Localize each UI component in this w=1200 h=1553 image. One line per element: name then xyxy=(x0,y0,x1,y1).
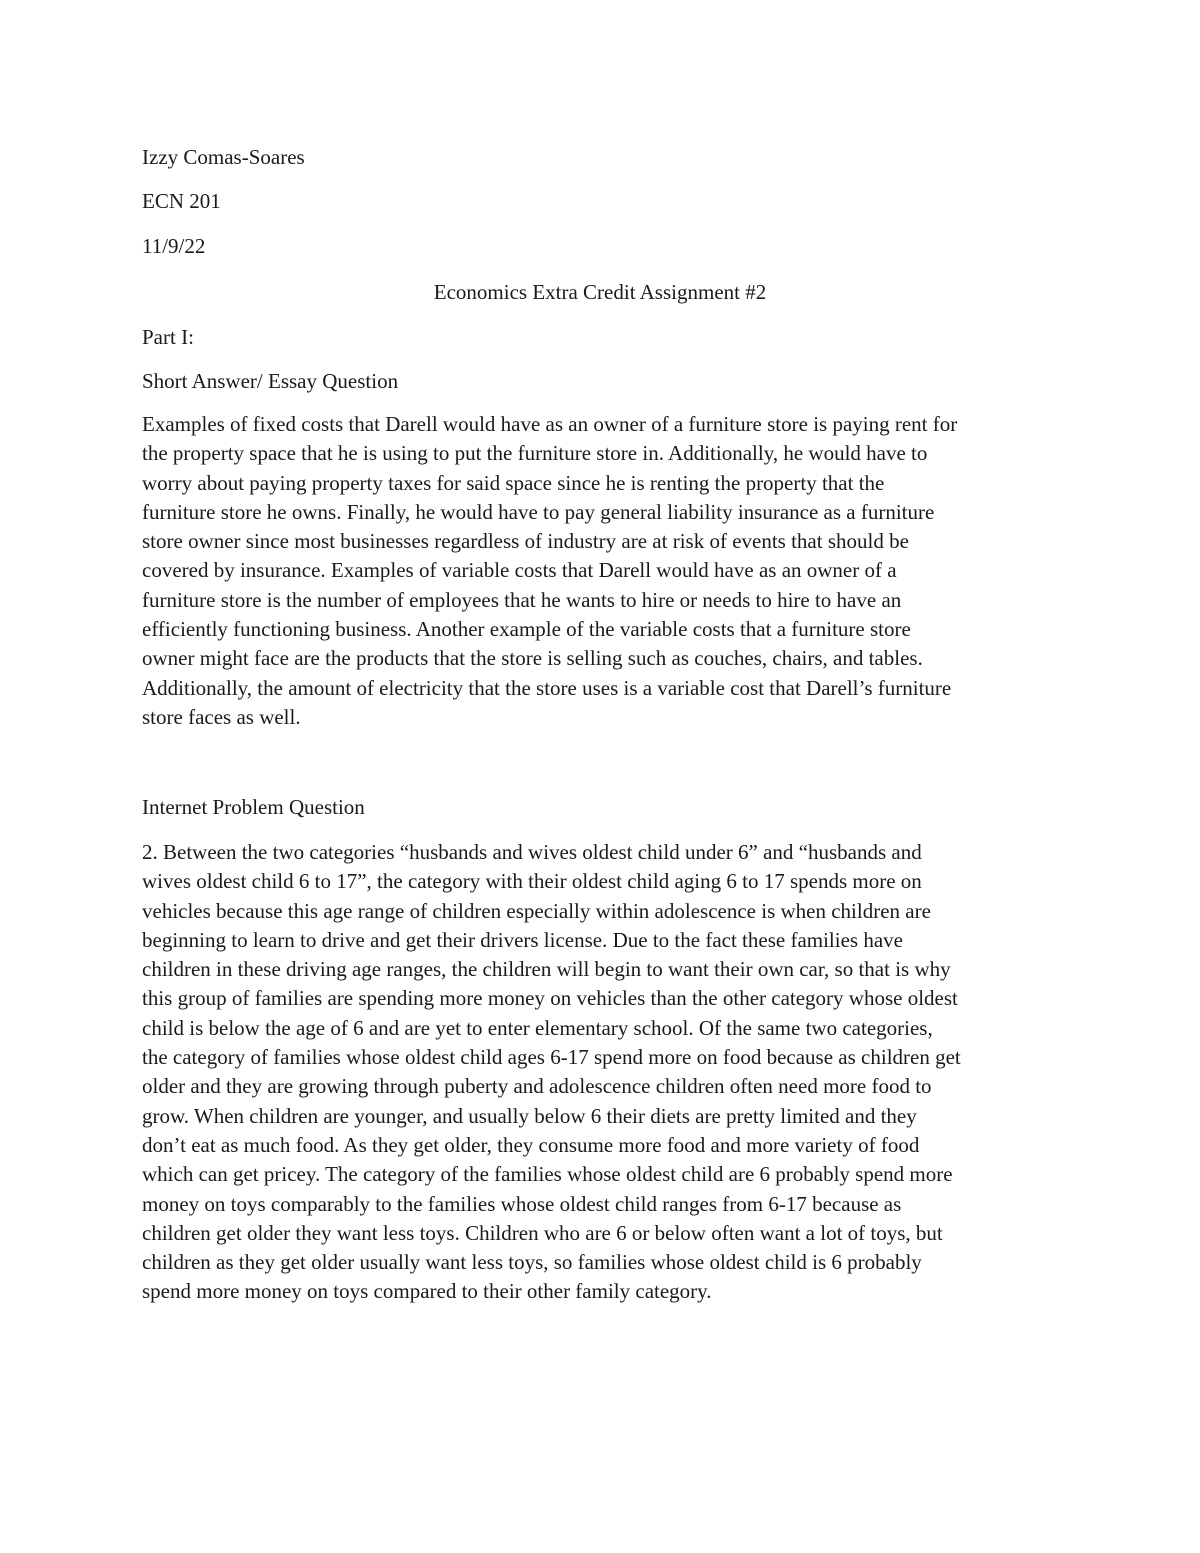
paragraph-line: owner might face are the products that the store is selling such as couches, chairs, and tables. xyxy=(142,646,923,671)
paragraph-line: wives oldest child 6 to 17”, the category with their oldest child aging 6 to 17 spends more on xyxy=(142,869,922,894)
paragraph-line: which can get pricey. The category of the families whose oldest child are 6 probably spend more xyxy=(142,1162,953,1187)
paragraph-line: child is below the age of 6 and are yet to enter elementary school. Of the same two categories, xyxy=(142,1015,933,1040)
paragraph-line: Additionally, the amount of electricity that the store uses is a variable cost that Darell’s furniture xyxy=(142,675,952,700)
paragraph-line: 2. Between the two categories “husbands and wives oldest child under 6” and “husbands and xyxy=(142,840,922,864)
paragraph-line: grow. When children are younger, and usually below 6 their diets are pretty limited and they xyxy=(142,1103,917,1128)
section-heading-short-answer: Short Answer/ Essay Question xyxy=(142,369,399,393)
paragraph-line: Examples of fixed costs that Darell would have as an owner of a furniture store is paying rent for xyxy=(142,412,958,436)
paragraph-line: older and they are growing through puberty and adolescence children often need more food to xyxy=(142,1074,932,1099)
course-code: ECN 201 xyxy=(142,189,221,213)
paragraph-line: the property space that he is using to put the furniture store in. Additionally, he would have to xyxy=(142,441,928,466)
paragraph-line: the category of families whose oldest child ages 6-17 spend more on food because as children get xyxy=(142,1045,961,1070)
paragraph-line: children get older they want less toys. Children who are 6 or below often want a lot of toys, but xyxy=(142,1220,943,1245)
document-date: 11/9/22 xyxy=(142,234,206,258)
part-label: Part I: xyxy=(142,325,194,349)
paragraph-line: furniture store is the number of employees that he wants to hire or needs to hire to have an xyxy=(142,587,902,612)
paragraph-line: store faces as well. xyxy=(142,704,301,729)
document-title: Economics Extra Credit Assignment #2 xyxy=(433,280,767,304)
paragraph-line: vehicles because this age range of children especially within adolescence is when children are xyxy=(142,898,931,923)
paragraph-line: worry about paying property taxes for said space since he is renting the property that the xyxy=(142,470,885,495)
author-name: Izzy Comas-Soares xyxy=(142,145,305,169)
paragraph-line: furniture store he owns. Finally, he would have to pay general liability insurance as a furniture xyxy=(142,499,935,524)
paragraph-line: this group of families are spending more money on vehicles than the other category whose oldest xyxy=(142,986,958,1011)
paragraph-line: covered by insurance. Examples of variable costs that Darell would have as an owner of a xyxy=(142,558,897,583)
paragraph-line: efficiently functioning business. Another example of the variable costs that a furniture store xyxy=(142,617,911,642)
short-answer-paragraph xyxy=(142,410,1062,732)
paragraph-line: money on toys comparably to the families whose oldest child ranges from 6-17 because as xyxy=(142,1191,902,1216)
internet-problem-paragraph xyxy=(142,838,1062,1307)
paragraph-line: children in these driving age ranges, the children will begin to want their own car, so that is why xyxy=(142,957,951,982)
section-heading-internet-problem: Internet Problem Question xyxy=(142,795,365,819)
paragraph-line: store owner since most businesses regardless of industry are at risk of events that should be xyxy=(142,529,909,554)
paragraph-line: children as they get older usually want less toys, so families whose oldest child is 6 probably xyxy=(142,1250,922,1275)
paragraph-line: beginning to learn to drive and get their drivers license. Due to the fact these families have xyxy=(142,927,903,952)
paragraph-line: spend more money on toys compared to their other family category. xyxy=(142,1279,712,1304)
paragraph-line: don’t eat as much food. As they get older, they consume more food and more variety of food xyxy=(142,1132,920,1157)
